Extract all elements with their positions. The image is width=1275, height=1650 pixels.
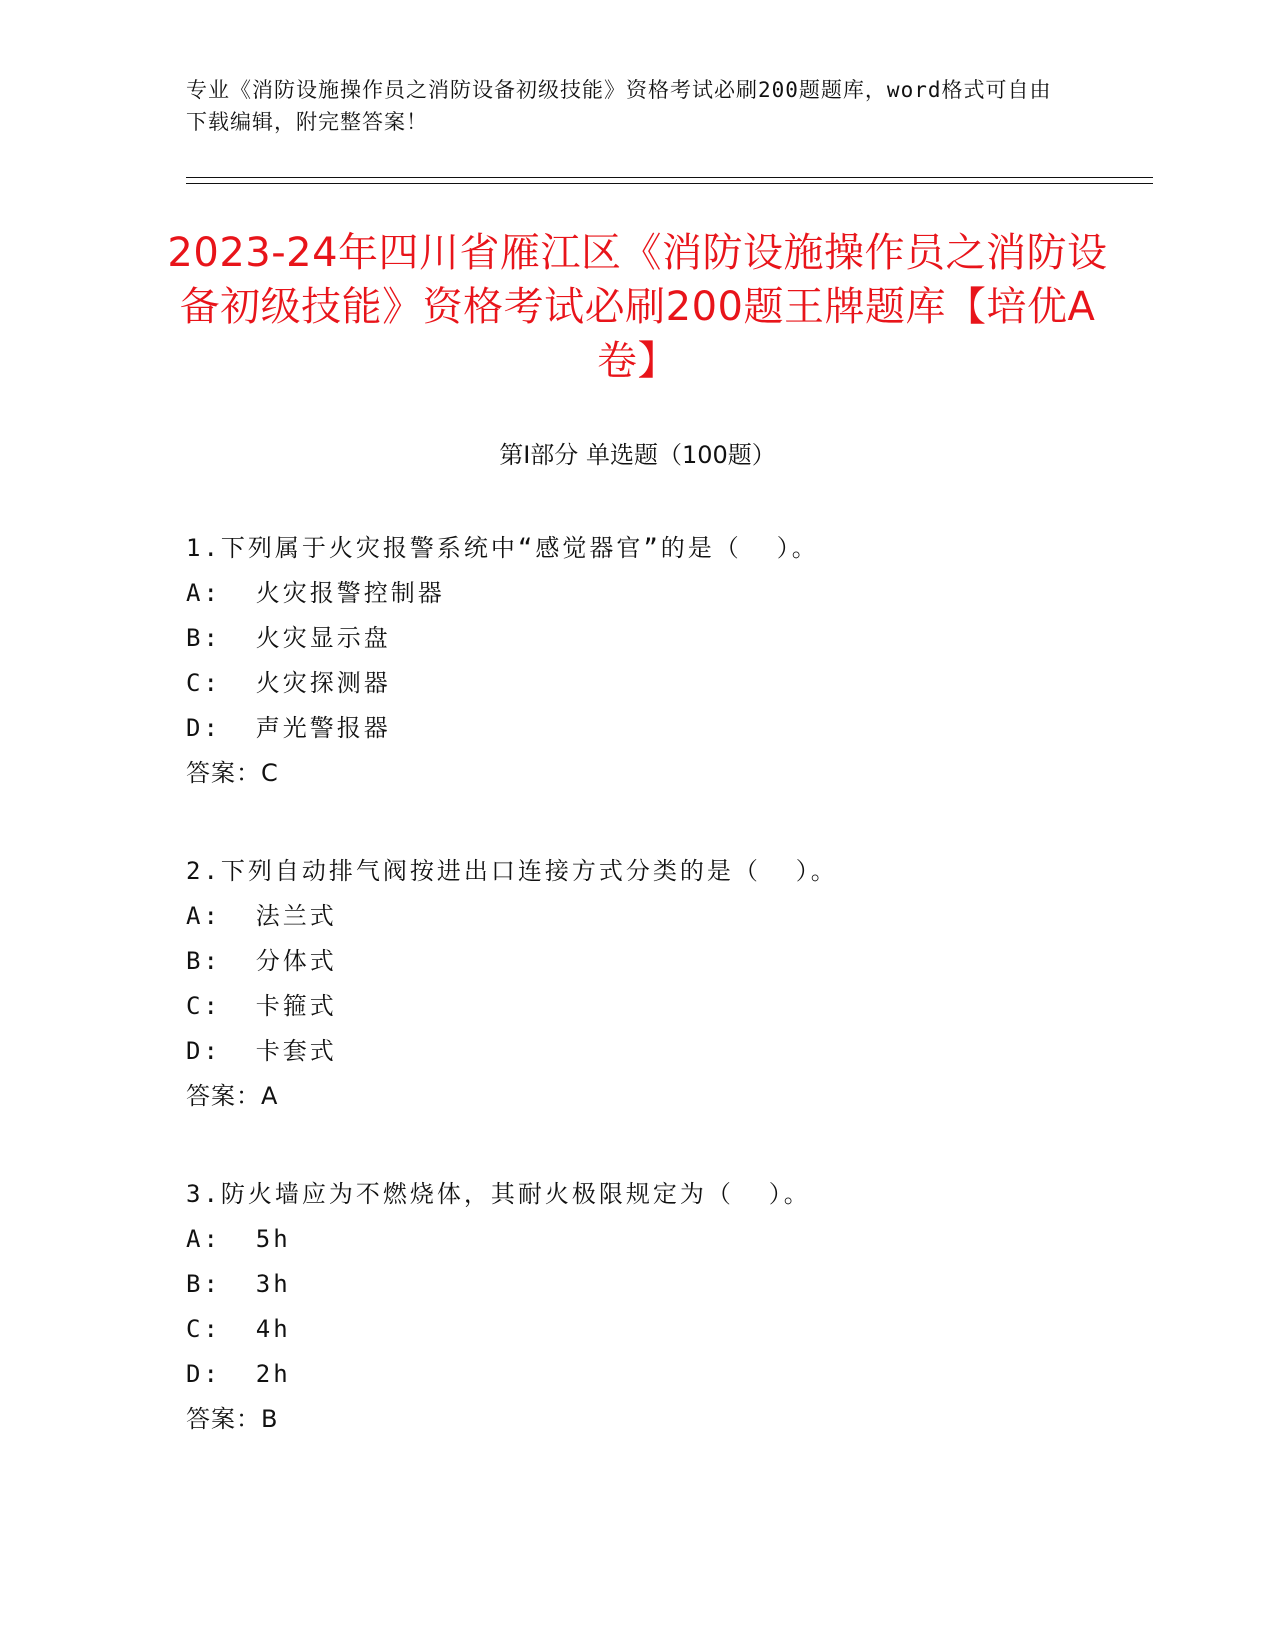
- answer-label: 答案：A: [186, 1082, 279, 1110]
- question-stem: 2.下列自动排气阀按进出口连接方式分类的是（ ）。: [186, 857, 838, 885]
- header-divider-bottom: [186, 183, 1153, 184]
- option-b: B: 火灾显示盘: [186, 624, 391, 652]
- option-c: C: 火灾探测器: [186, 669, 391, 697]
- option-a: A: 火灾报警控制器: [186, 579, 445, 607]
- question-item: [186, 1172, 1146, 1442]
- option-c: C: 4h: [186, 1315, 291, 1343]
- question-item: [186, 849, 1146, 1119]
- page-title: 2023-24年四川省雁江区《消防设施操作员之消防设备初级技能》资格考试必刷200题王牌题库【培优A卷】: [167, 230, 1108, 384]
- option-a: A: 5h: [186, 1225, 291, 1253]
- option-c: C: 卡箍式: [186, 992, 337, 1020]
- option-d: D: 2h: [186, 1360, 291, 1388]
- option-d: D: 声光警报器: [186, 714, 391, 742]
- question-item: [186, 526, 1146, 796]
- answer-label: 答案：C: [186, 759, 279, 787]
- question-stem: 3.防火墙应为不燃烧体，其耐火极限规定为（ ）。: [186, 1180, 811, 1208]
- answer-label: 答案：B: [186, 1405, 279, 1433]
- question-list: [186, 526, 1146, 1495]
- header-note: 专业《消防设施操作员之消防设备初级技能》资格考试必刷200题题库，word格式可自由下载编辑，附完整答案！: [186, 78, 1052, 134]
- section-title: 第I部分 单选题（100题）: [499, 441, 776, 469]
- option-d: D: 卡套式: [186, 1037, 337, 1065]
- option-b: B: 分体式: [186, 947, 337, 975]
- question-stem: 1.下列属于火灾报警系统中“感觉器官”的是（ ）。: [186, 534, 819, 562]
- option-a: A: 法兰式: [186, 902, 337, 930]
- header-divider-top: [186, 177, 1153, 178]
- option-b: B: 3h: [186, 1270, 291, 1298]
